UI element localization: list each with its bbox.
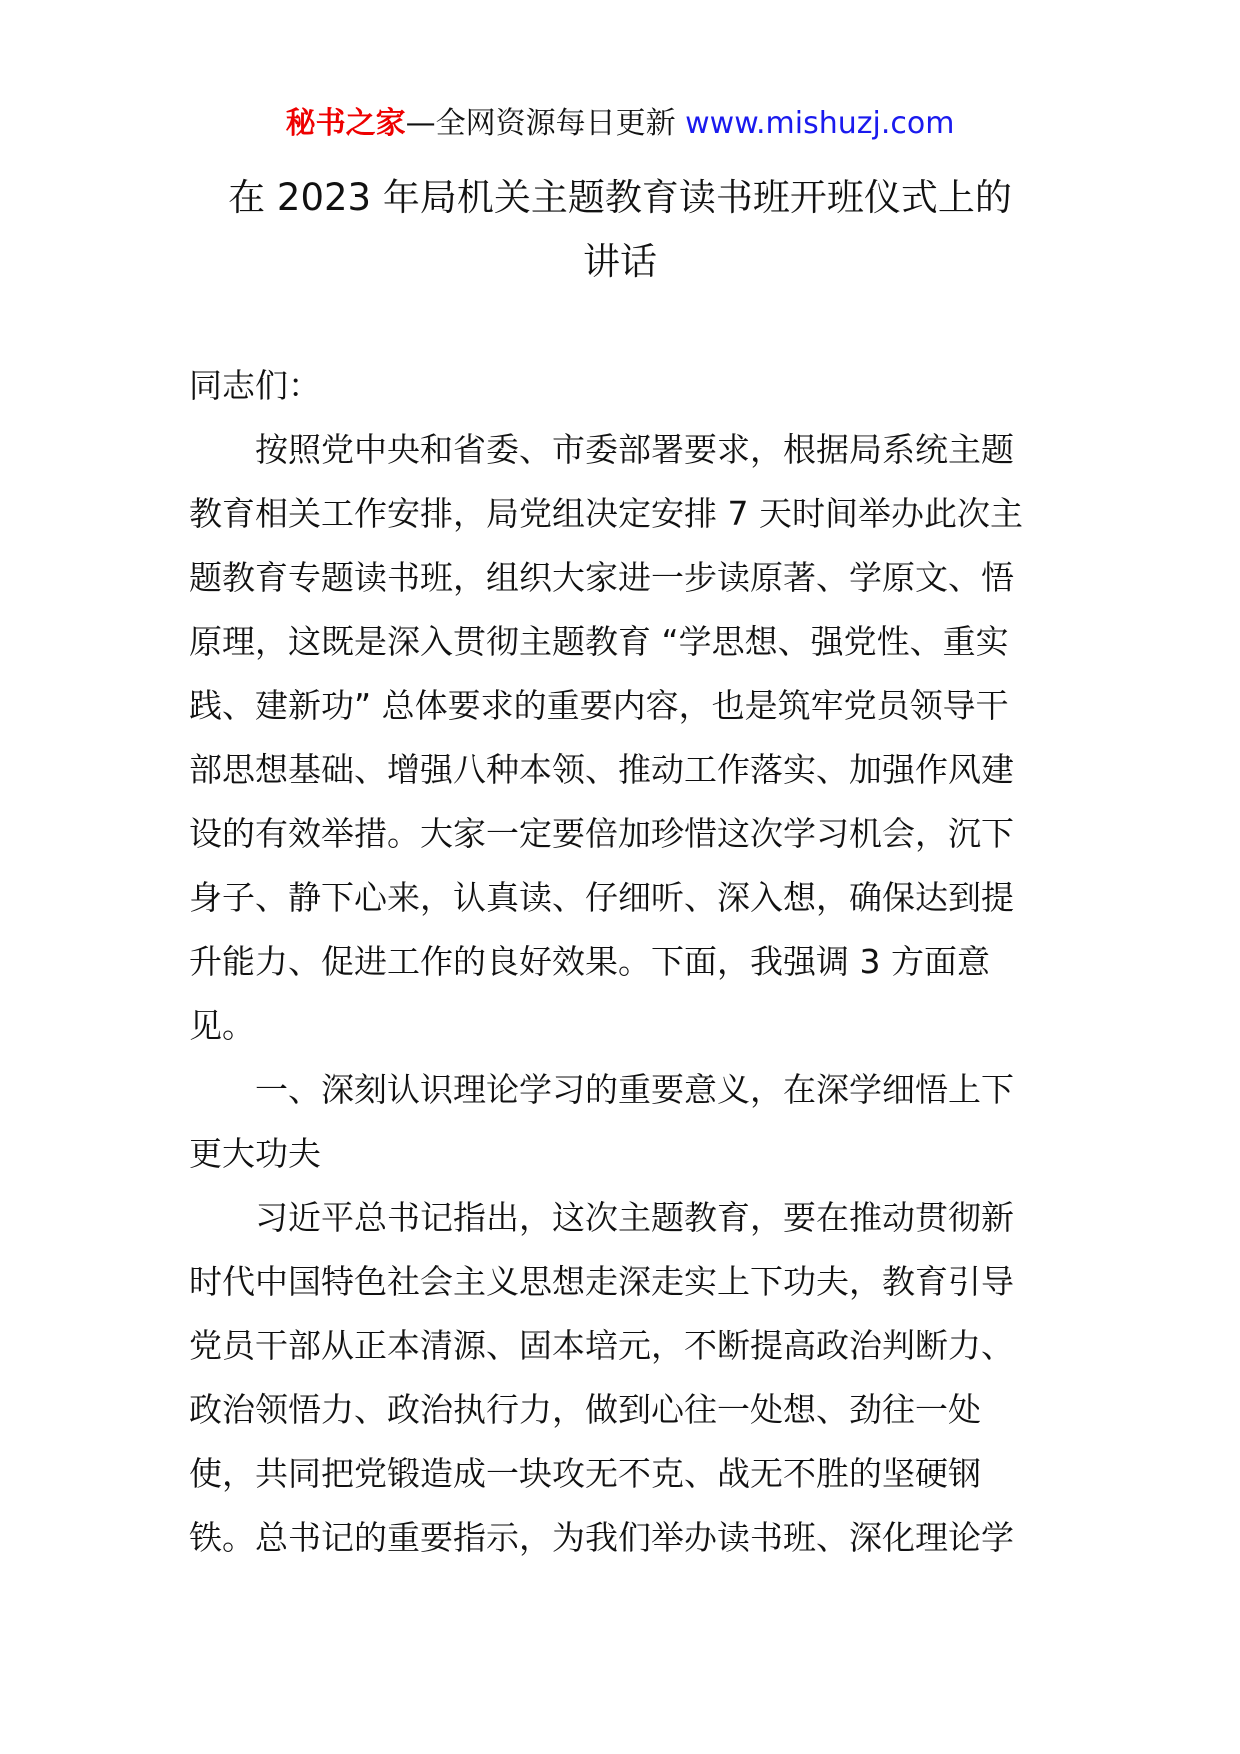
banner-brand: 秘书之家 bbox=[285, 106, 406, 141]
body-line: 升能力、促进工作的良好效果。下面，我强调 3 方面意 bbox=[189, 942, 990, 981]
body-line: 党员干部从正本清源、固本培元，不断提高政治判断力、 bbox=[189, 1326, 1014, 1365]
banner-website-link[interactable]: www.mishuzj.com bbox=[685, 106, 955, 141]
section-heading-line: 一、深刻认识理论学习的重要意义，在深学细悟上下 bbox=[189, 1070, 1014, 1109]
body-line: 按照党中央和省委、市委部署要求，根据局系统主题 bbox=[189, 430, 1014, 469]
body-line: 原理，这既是深入贯彻主题教育 “学思想、强党性、重实 bbox=[189, 622, 1009, 661]
body-line: 教育相关工作安排，局党组决定安排 7 天时间举办此次主 bbox=[189, 494, 1023, 533]
body-line: 部思想基础、增强八种本领、推动工作落实、加强作风建 bbox=[189, 750, 1014, 789]
body-line: 习近平总书记指出，这次主题教育，要在推动贯彻新 bbox=[189, 1198, 1014, 1237]
title-line: 在 2023 年局机关主题教育读书班开班仪式上的 bbox=[228, 176, 1012, 219]
body-line: 见。 bbox=[189, 1006, 255, 1045]
body-line: 时代中国特色社会主义思想走深走实上下功夫，教育引导 bbox=[189, 1262, 1014, 1301]
body-line: 身子、静下心来，认真读、仔细听、深入想，确保达到提 bbox=[189, 878, 1014, 917]
section-heading-line: 更大功夫 bbox=[189, 1134, 321, 1173]
body-line: 政治领悟力、政治执行力，做到心往一处想、劲往一处 bbox=[189, 1390, 981, 1429]
title-line: 讲话 bbox=[583, 240, 657, 283]
document-body bbox=[189, 354, 1059, 1570]
salutation: 同志们： bbox=[189, 366, 321, 405]
site-banner bbox=[0, 104, 1240, 144]
body-line: 践、建新功” 总体要求的重要内容，也是筑牢党员领导干 bbox=[189, 686, 1009, 725]
document-title bbox=[140, 166, 1100, 294]
body-line: 题教育专题读书班，组织大家进一步读原著、学原文、悟 bbox=[189, 558, 1014, 597]
body-line: 铁。总书记的重要指示，为我们举办读书班、深化理论学 bbox=[189, 1518, 1014, 1557]
body-line: 使，共同把党锻造成一块攻无不克、战无不胜的坚硬钢 bbox=[189, 1454, 981, 1493]
body-line: 设的有效举措。大家一定要倍加珍惜这次学习机会，沉下 bbox=[189, 814, 1014, 853]
banner-tagline: —全网资源每日更新 bbox=[405, 106, 676, 141]
